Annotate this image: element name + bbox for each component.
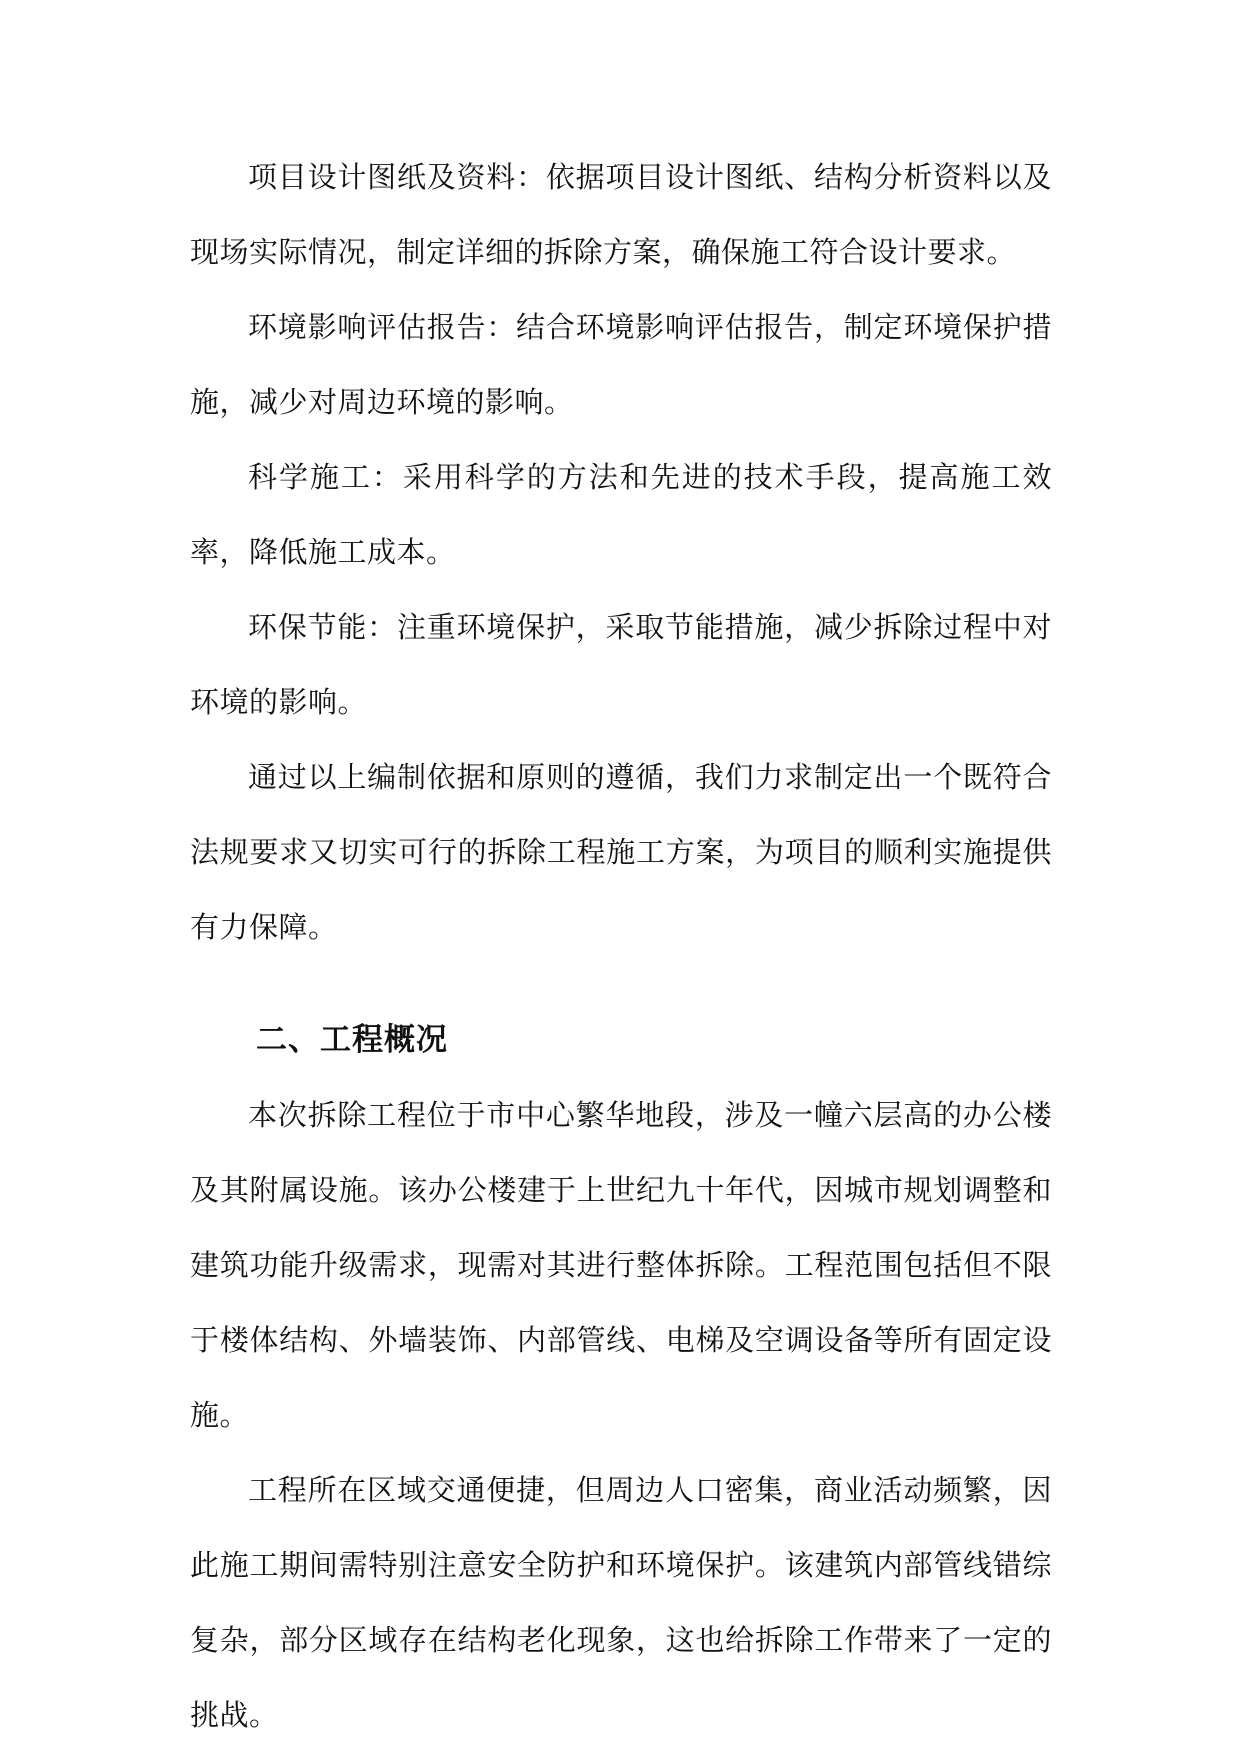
paragraph-design-drawings: 项目设计图纸及资料：依据项目设计图纸、结构分析资料以及现场实际情况，制定详细的拆除方案，确保施工符合设计要求。	[190, 160, 1052, 269]
section-heading-project-overview: 二、工程概况	[256, 1022, 448, 1058]
paragraph-scientific-construction: 科学施工：采用科学的方法和先进的技术手段，提高施工效率，降低施工成本。	[190, 460, 1052, 569]
paragraph-environmental-report: 环境影响评估报告：结合环境影响评估报告，制定环境保护措施，减少对周边环境的影响。	[190, 310, 1052, 419]
paragraph-eco-energy: 环保节能：注重环境保护，采取节能措施，减少拆除过程中对环境的影响。	[190, 610, 1052, 719]
document-body	[190, 140, 1052, 1753]
paragraph-overview-site: 工程所在区域交通便捷，但周边人口密集，商业活动频繁，因此施工期间需特别注意安全防护和环境保护。该建筑内部管线错综复杂，部分区域存在结构老化现象，这也给拆除工作带来了一定的挑战。	[190, 1473, 1052, 1732]
paragraph-overview-scope: 本次拆除工程位于市中心繁华地段，涉及一幢六层高的办公楼及其附属设施。该办公楼建于上世纪九十年代，因城市规划调整和建筑功能升级需求，现需对其进行整体拆除。工程范围包括但不限于楼体结构、外墙装饰、内部管线、电梯及空调设备等所有固定设施。	[190, 1098, 1052, 1432]
paragraph-summary: 通过以上编制依据和原则的遵循，我们力求制定出一个既符合法规要求又切实可行的拆除工程施工方案，为项目的顺利实施提供有力保障。	[190, 760, 1052, 944]
